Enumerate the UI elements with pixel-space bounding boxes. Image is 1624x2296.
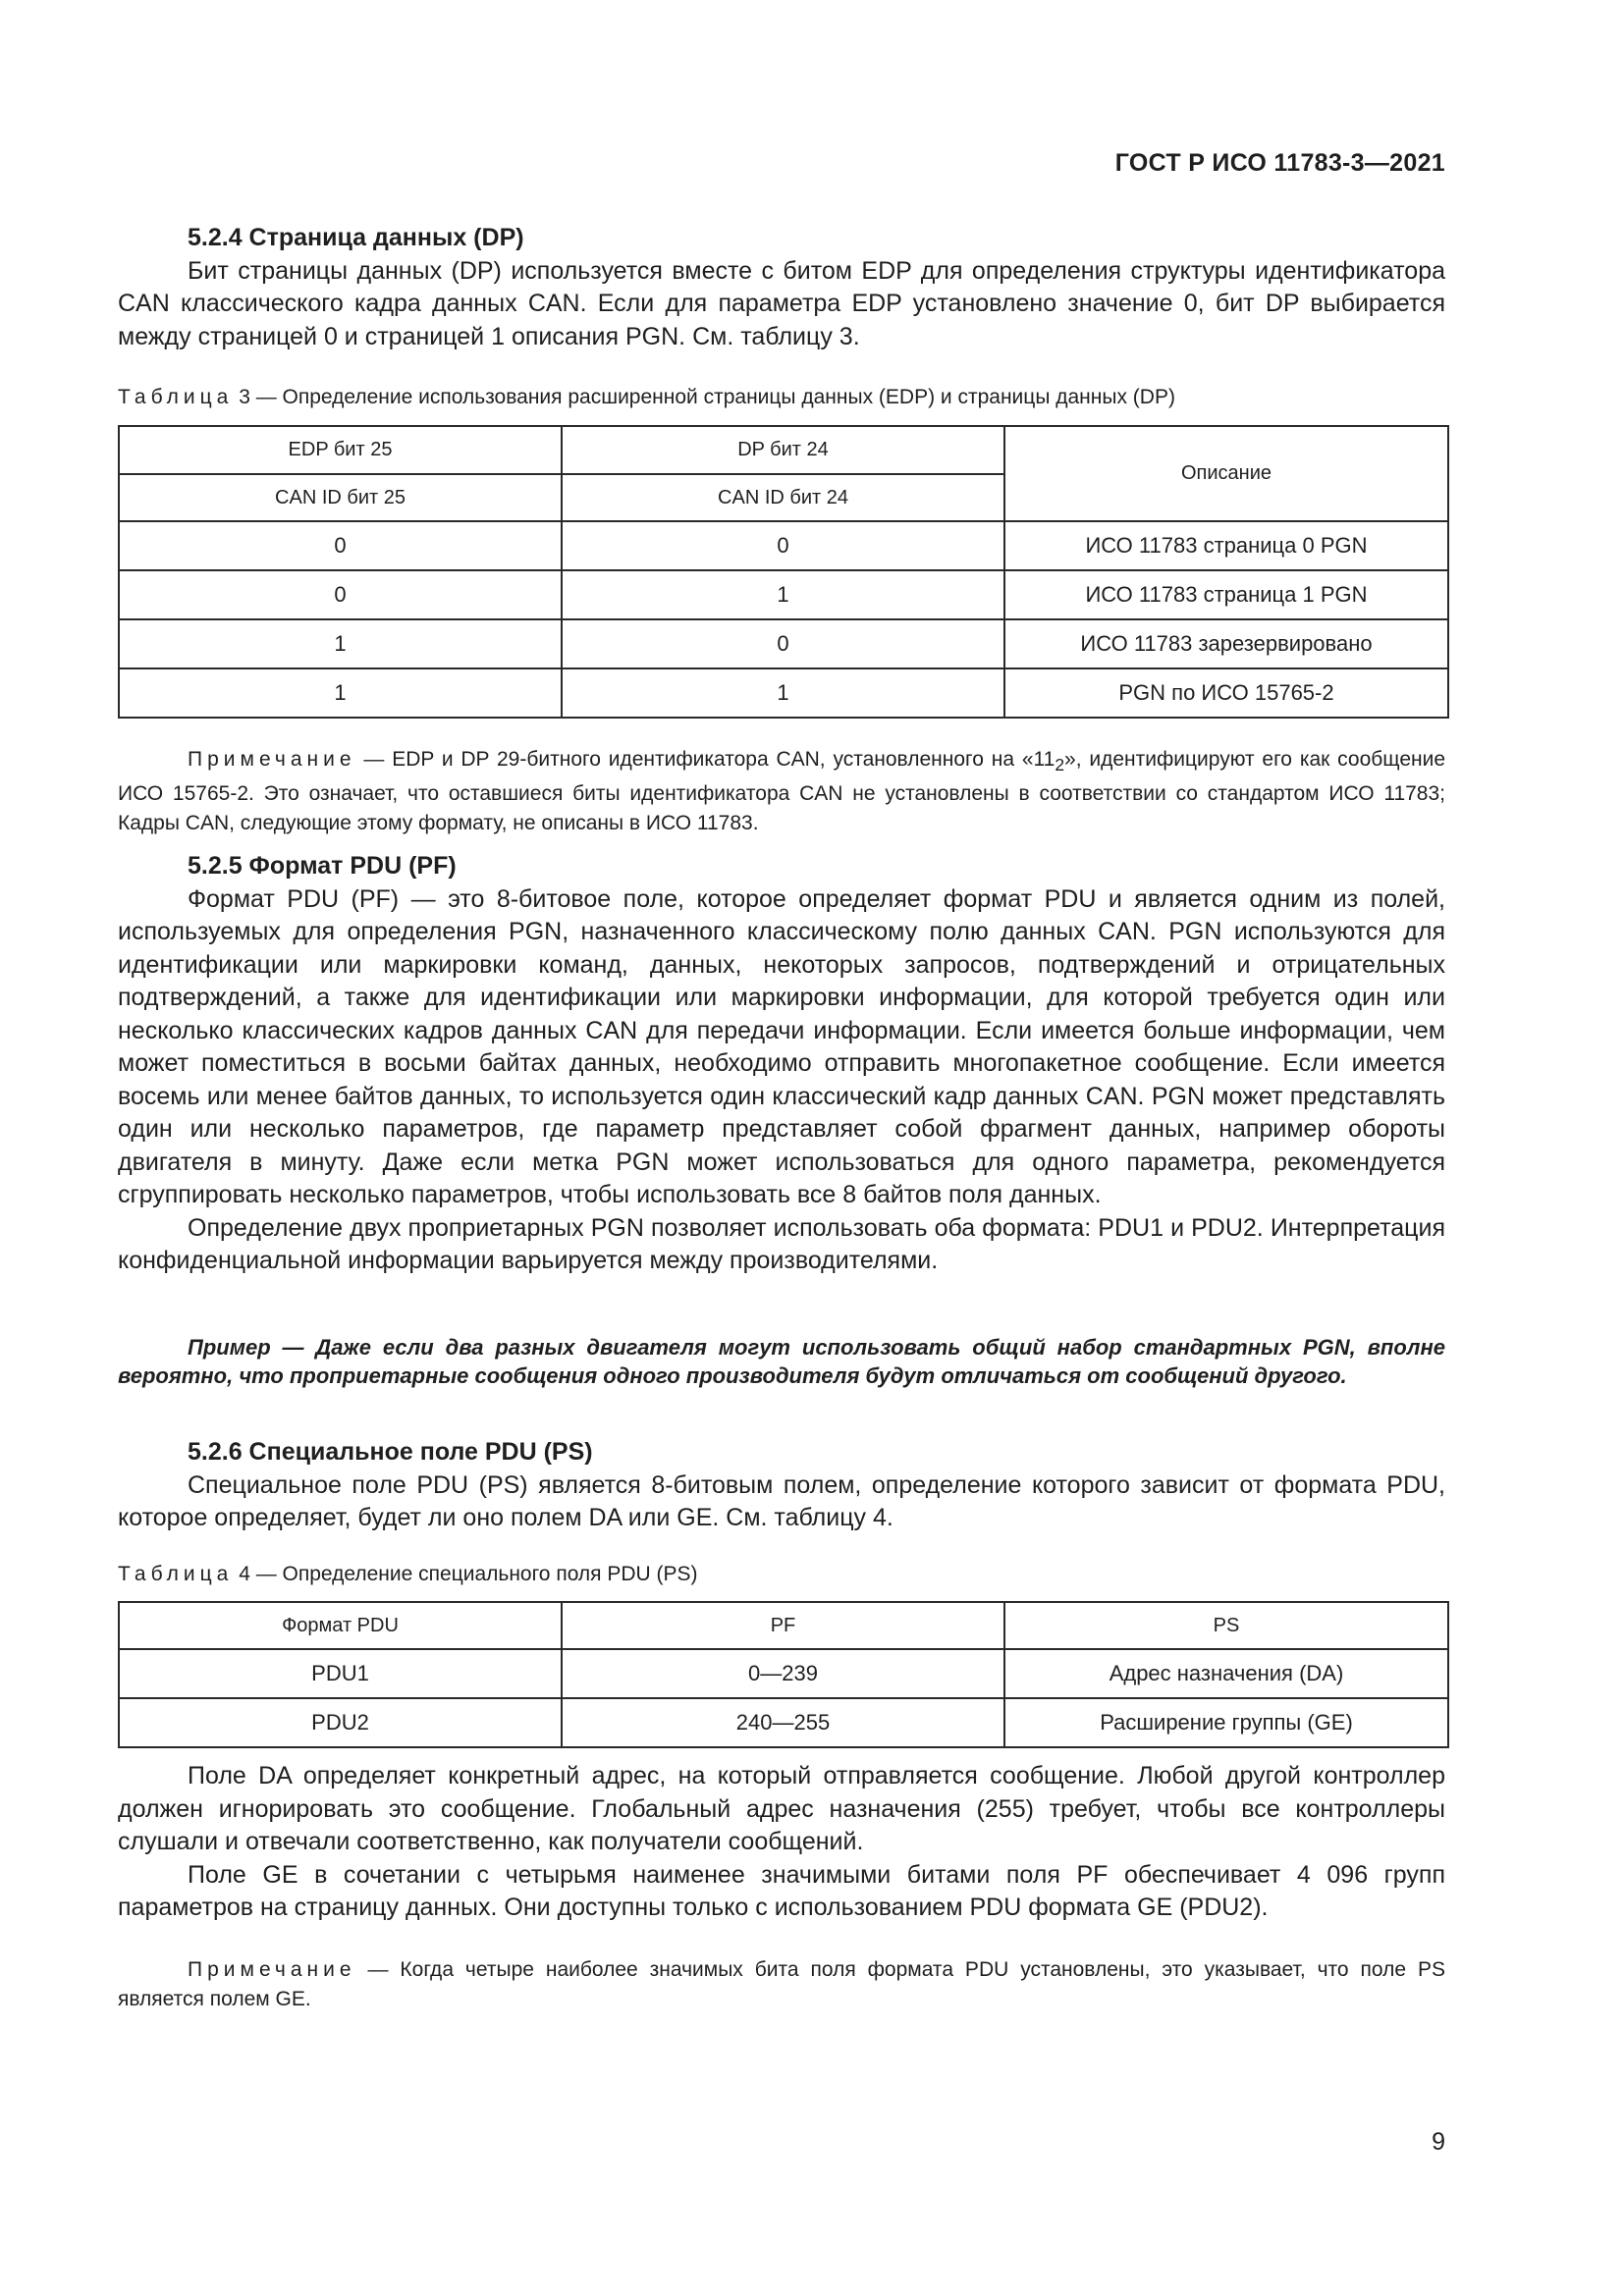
table-3-caption: [118, 384, 1175, 411]
table-cell: 1: [562, 668, 1004, 718]
table-cell: PDU2: [119, 1698, 562, 1747]
table-cell: ИСО 11783 страница 1 PGN: [1004, 570, 1448, 619]
table-4: [118, 1601, 1449, 1748]
table-row: [119, 1649, 1448, 1698]
table-cell: ИСО 11783 страница 0 PGN: [1004, 521, 1448, 570]
note-1: [118, 745, 1445, 838]
paragraph: Бит страницы данных (DP) используется вместе с битом EDP для определения структуры идентификатора CAN классического кадра данных CAN. Если для параметра EDP установлено значение 0, бит DP выбирается между страницей 0 и страницей 1 описания PGN. См. таблицу 3.: [118, 256, 1445, 350]
table-cell: 0: [119, 521, 562, 570]
table-caption-label: Таблица: [118, 386, 234, 408]
paragraph: Определение двух проприетарных PGN позволяет использовать оба формата: PDU1 и PDU2. Интерпретация конфиденциальной информации варьируется между производителями.: [118, 1213, 1445, 1274]
section-5-2-6: [118, 1436, 1445, 1535]
example-text: Пример — Даже если два разных двигателя могут использовать общий набор стандартных PGN, вполне вероятно, что проприетарные сообщения одного производителя будут отличаться от сообщений другого.: [118, 1335, 1445, 1388]
table-row: [119, 619, 1448, 668]
header-cell: EDP бит 25: [119, 426, 562, 474]
note-label: Примечание: [188, 748, 356, 771]
table-row: [119, 521, 1448, 570]
page-number: 9: [1432, 2128, 1445, 2156]
section-heading: 5.2.4 Страница данных (DP): [188, 224, 524, 251]
header-cell: CAN ID бит 25: [119, 474, 562, 521]
note-text: — Когда четыре наиболее значимых бита поля формата PDU установлены, это указывает, что поле PS является полем GE.: [118, 1958, 1445, 2010]
table-cell: Расширение группы (GE): [1004, 1698, 1448, 1747]
header-cell: Описание: [1004, 426, 1448, 521]
table-header-row: [119, 426, 1448, 474]
table-cell: Адрес назначения (DA): [1004, 1649, 1448, 1698]
table-caption-text: 3 — Определение использования расширенной страницы данных (EDP) и страницы данных (DP): [239, 386, 1175, 408]
paragraph: Поле GE в сочетании с четырьмя наименее значимыми битами поля PF обеспечивает 4 096 групп параметров на страницу данных. Они доступны только с использованием PDU формата GE (PDU2).: [118, 1860, 1445, 1921]
document-id-header: ГОСТ Р ИСО 11783-3—2021: [1114, 149, 1445, 177]
table-cell: 1: [119, 668, 562, 718]
header-cell: CAN ID бит 24: [562, 474, 1004, 521]
section-5-2-4: [118, 222, 1445, 353]
paragraph: Поле DA определяет конкретный адрес, на который отправляется сообщение. Любой другой контроллер должен игнорировать это сообщение. Глобальный адрес назначения (255) требует, чтобы все контроллеры слушали и отвечали соответственно, как получатели сообщений.: [118, 1762, 1445, 1855]
table-row: [119, 668, 1448, 718]
table-4-caption: [118, 1561, 698, 1588]
table-cell: 0: [562, 521, 1004, 570]
table-cell: PDU1: [119, 1649, 562, 1698]
table-row: [119, 570, 1448, 619]
table-cell: 0—239: [562, 1649, 1004, 1698]
header-cell: PS: [1004, 1602, 1448, 1649]
section-heading: 5.2.6 Специальное поле PDU (PS): [188, 1438, 593, 1466]
section-5-2-5: [118, 850, 1445, 1278]
paragraph: Формат PDU (PF) — это 8-битовое поле, которое определяет формат PDU и является одним из полей, используемых для определения PGN, назначенного классическому полю данных CAN. PGN используются для идентификации или маркировки команд, данных, некоторых запросов, подтверждений и отрицательных подтверждений, а также для идентификации или маркировки информации, для которой требуется один или несколько классических кадров данных CAN для передачи информации. Если имеется больше информации, чем может поместиться в восьми байтах данных, необходимо отправить многопакетное сообщение. Если имеется восемь или менее байтов данных, то используется один классический кадр данных CAN. PGN может представлять один или несколько параметров, где параметр представляет собой фрагмент данных, например обороты двигателя в минуту. Даже если метка PGN может использоваться для одного параметра, рекомендуется сгруппировать несколько параметров, чтобы использовать все 8 байтов поля данных.: [118, 884, 1445, 1208]
note-subscript: 2: [1055, 755, 1065, 775]
table-cell: PGN по ИСО 15765-2: [1004, 668, 1448, 718]
table-caption-text: 4 — Определение специального поля PDU (PS): [239, 1563, 698, 1585]
header-cell: DP бит 24: [562, 426, 1004, 474]
table-cell: 0: [119, 570, 562, 619]
table-cell: ИСО 11783 зарезервировано: [1004, 619, 1448, 668]
table-header-row: [119, 1602, 1448, 1649]
note-text: », идентифицируют его как сообщение ИСО 15765-2. Это означает, что оставшиеся биты идентификатора CAN не установлены в соответствии со стандартом ИСО 11783; Кадры CAN, следующие этому формату, не описаны в ИСО 11783.: [118, 748, 1446, 835]
note-text: — EDP и DP 29-битного идентификатора CAN, установленного на «11: [355, 748, 1056, 771]
note-2: [118, 1955, 1445, 2014]
table-cell: 0: [562, 619, 1004, 668]
example-block: [118, 1333, 1445, 1390]
table-3: [118, 425, 1449, 719]
table-cell: 240—255: [562, 1698, 1004, 1747]
table-caption-label: Таблица: [118, 1563, 234, 1585]
section-heading: 5.2.5 Формат PDU (PF): [188, 852, 457, 880]
header-cell: PF: [562, 1602, 1004, 1649]
table-cell: 1: [119, 619, 562, 668]
paragraph: Специальное поле PDU (PS) является 8-битовым полем, определение которого зависит от формата PDU, которое определяет, будет ли оно полем DA или GE. См. таблицу 4.: [118, 1470, 1445, 1531]
table-cell: 1: [562, 570, 1004, 619]
closing-paragraphs: [118, 1760, 1445, 1925]
note-label: Примечание: [188, 1958, 356, 1981]
table-row: [119, 1698, 1448, 1747]
header-cell: Формат PDU: [119, 1602, 562, 1649]
